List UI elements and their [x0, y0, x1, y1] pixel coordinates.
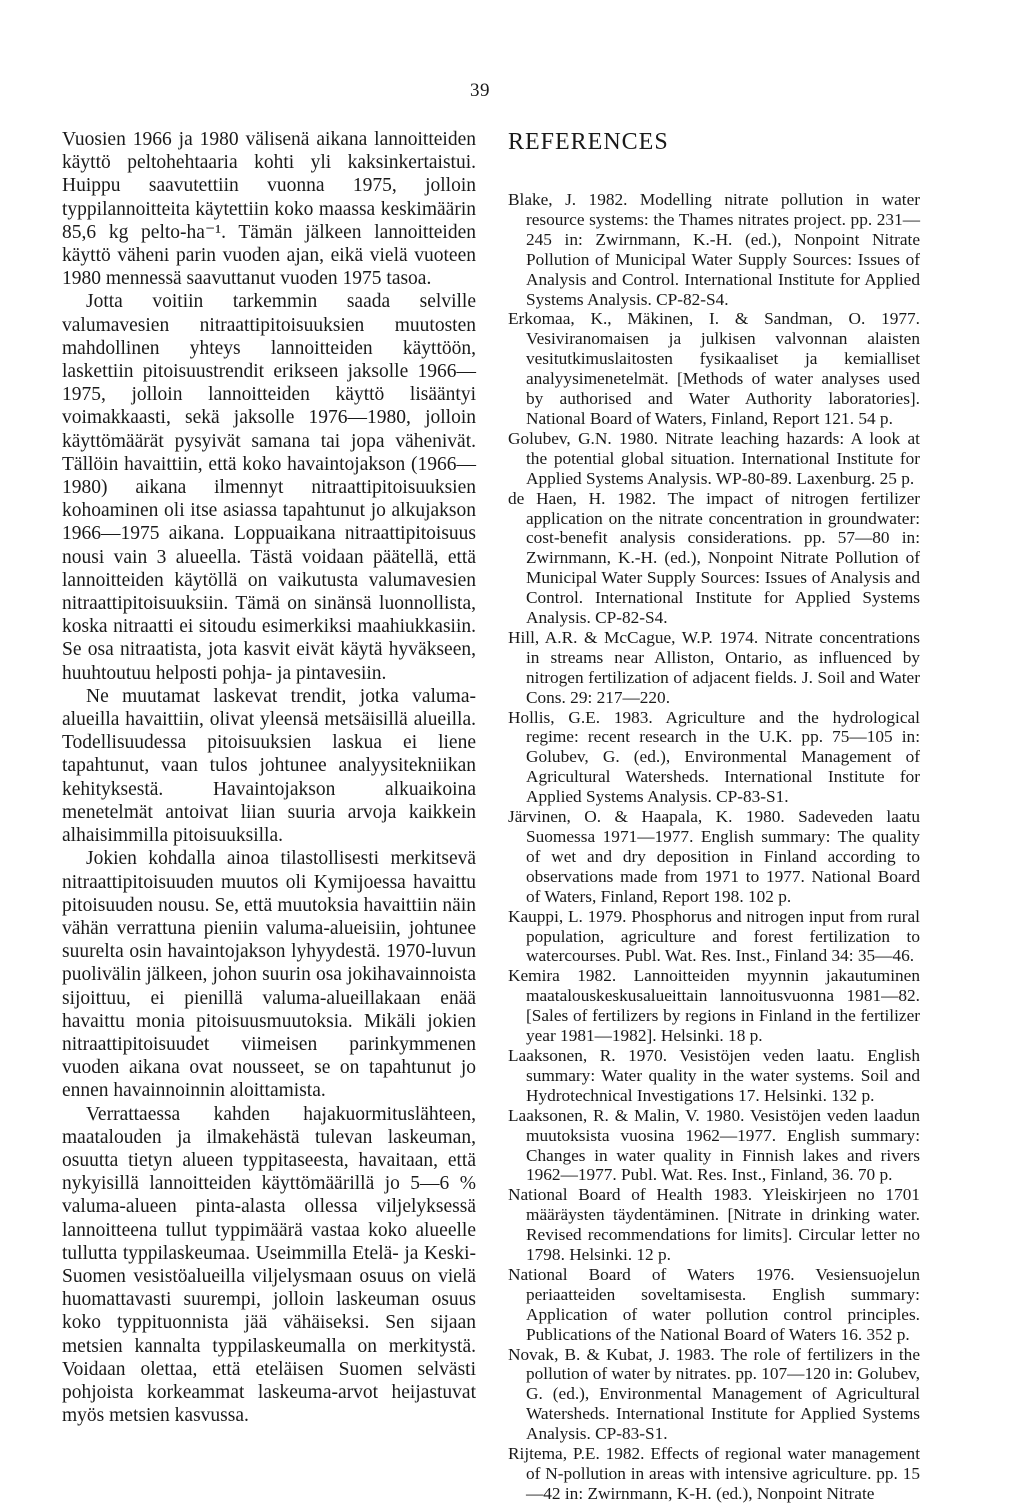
reference-item: Laaksonen, R. & Malin, V. 1980. Vesistöjen veden laadun muutoksista vuosina 1962—1977. English summary: Changes in water quality in Finnish lakes and rivers 1962—1977. Publ. Wat. Res. Inst., Finland, 36. 70 p.: [508, 1105, 920, 1185]
reference-item: Erkomaa, K., Mäkinen, I. & Sandman, O. 1977. Vesiviranomaisen ja julkisen valvonnan alaisten vesitutkimuslaitosten fysikaaliset ja kemialliset analyysimenetelmät. [Methods of water analyses used by authorised and Water Authority laboratories]. National Board of Waters, Finland, Report 121. 54 p.: [508, 309, 920, 428]
body-paragraph: Ne muutamat laskevat trendit, jotka valuma-alueilla havaittiin, olivat yleensä metsäisillä alueilla. Todellisuudessa pitoisuuksien laskua ei liene tapahtunut, vaan tulos johtunee analyysitekniikan kehityksestä. Havaintojakson alkuaikoina menetelmät antoivat liian suuria arvoja kaikkein alhaisimmilla pitoisuuksilla.: [62, 685, 476, 847]
reference-item: Hollis, G.E. 1983. Agriculture and the hydrological regime: recent research in the U.K. pp. 75—105 in: Golubev, G. (ed.), Environmental Management of Agricultural Watersheds. International Institute for Applied Systems Analysis. CP-83-S1.: [508, 707, 920, 807]
references-column: [508, 128, 920, 1504]
body-paragraph: Jokien kohdalla ainoa tilastollisesti merkitsevä nitraattipitoisuuden muutos oli Kymijoessa havaittu pitoisuuden nousu. Se, että muutoksia havaittiin näin vähän verrattuna pieniin valuma-alueisiin, johtunee suurelta osin havaintojakson lyhyydestä. 1970-luvun puolivälin jälkeen, johon suurin osa jokihavainnoista sijoittuu, ei pienillä valuma-alueillakaan enää havaittu monia pitoisuusmuutoksia. Mikäli jokien nitraattipitoisuudet viimeisen parinkymmenen vuoden aikana ovat nousseet, se on tapahtunut jo ennen havainnoinnin aloittamista.: [62, 848, 476, 1102]
body-paragraph: Jotta voitiin tarkemmin saada selville valumavesien nitraattipitoisuuksien muutosten mahdollinen yhteys lannoitteiden käyttöön, laskettiin pitoisuustrendit erikseen jaksolle 1966—1975, jolloin lannoitteiden käyttö lisääntyi voimakkaasti, sekä jaksolle 1976—1980, jolloin käyttömäärät pysyivät samana tai jopa vähenivät. Tällöin havaittiin, että koko havaintojakson (1966—1980) aikana ilmennyt nitraattipitoisuuksien kohoaminen oli itse asiassa tapahtunut jo alkujakson 1966—1975 aikana. Loppuaikana nitraattipitoisuus nousi vain 3 alueella. Tästä voidaan päätellä, että lannoitteiden käytöllä on vaikutusta valumavesien nitraattipitoisuuksiin. Tämä on sinänsä luonnollista, koska nitraatti ei sitoudu esimerkiksi maahiukkasiin. Se osa nitraatista, jota kasvit eivät käytä hyväkseen, huuhtoutuu helposti pohja- ja pintavesiin.: [62, 291, 476, 684]
references-heading: REFERENCES: [508, 129, 669, 155]
body-paragraph: Vuosien 1966 ja 1980 välisenä aikana lannoitteiden käyttö peltohehtaaria kohti yli kaksinkertaistui. Huippu saavutettiin vuonna 1975, jolloin typpilannoitteita käytettiin koko maassa keskimäärin 85,6 kg pelto-ha⁻¹. Tämän jälkeen lannoitteiden käyttö väheni parin vuoden ajan, eikä vielä vuoteen 1980 mennessä saavuttanut vuoden 1975 tasoa.: [62, 129, 476, 290]
reference-item: de Haen, H. 1982. The impact of nitrogen fertilizer application on the nitrate concentration in groundwater: cost-benefit analysis considerations. pp. 57—80 in: Zwirnmann, K.-H. (ed.), Nonpoint Nitrate Pollution of Municipal Water Supply Sources: Issues of Analysis and Control. International Institute for Applied Systems Analysis. CP-82-S4.: [508, 488, 920, 628]
body-paragraph: Verrattaessa kahden hajakuormituslähteen, maatalouden ja ilmakehästä tulevan laskeuman, osuutta tietyn alueen typpitaseesta, havaitaan, että nykyisillä lannoitteiden käyttömäärillä jo 5—6 % valuma-alueen pinta-alasta ollessa viljelyksessä lannoitteena tullut typpimäärä vastaa koko alueelle tullutta typpilaskeumaa. Useimmilla Etelä- ja Keski-Suomen vesistöalueilla viljelysmaan osuus on vielä huomattavasti suurempi, jolloin laskeuman osuus koko typpituonnista jää vähäiseksi. Sen sijaan metsien kannalta typpilaskeumalla on merkitystä. Voidaan olettaa, että eteläisen Suomen selvästi pohjoista korkeammat laskeuma-arvot heijastuvat myös metsien kasvussa.: [62, 1103, 476, 1427]
page-number: 39: [470, 80, 490, 101]
reference-item: Hill, A.R. & McCague, W.P. 1974. Nitrate concentrations in streams near Alliston, Ontario, as influenced by nitrogen fertilization of adjacent fields. J. Soil and Water Cons. 29: 217—220.: [508, 627, 920, 707]
reference-list: [508, 190, 920, 1504]
reference-item: Rijtema, P.E. 1982. Effects of regional water management of N-pollution in areas with intensive agriculture. pp. 15—42 in: Zwirnmann, K-H. (ed.), Nonpoint Nitrate: [508, 1444, 920, 1503]
reference-item: Golubev, G.N. 1980. Nitrate leaching hazards: A look at the potential global situation. International Institute for Applied Systems Analysis. WP-80-89. Laxenburg. 25 p.: [508, 428, 920, 488]
reference-item: Kemira 1982. Lannoitteiden myynnin jakautuminen maatalouskeskusalueittain lannoitusvuonna 1981—82. [Sales of fertilizers by regions in Finland in the fertilizer year 1981—1982]. Helsinki. 18 p.: [508, 966, 920, 1046]
reference-item: National Board of Waters 1976. Vesiensuojelun periaatteiden soveltamisesta. English summary: Application of water pollution control principles. Publications of the National Board of Waters 16. 352 p.: [508, 1264, 920, 1344]
reference-item: National Board of Health 1983. Yleiskirjeen no 1701 määräysten täydentäminen. [Nitrate in drinking water. Revised recommendations for limits]. Circular letter no 1798. Helsinki. 12 p.: [508, 1185, 920, 1265]
body-text-column: [62, 128, 476, 1427]
reference-item: Kauppi, L. 1979. Phosphorus and nitrogen input from rural population, agriculture and forest fertilization to watercourses. Publ. Wat. Res. Inst., Finland 34: 35—46.: [508, 906, 920, 966]
reference-item: Blake, J. 1982. Modelling nitrate pollution in water resource systems: the Thames nitrates project. pp. 231—245 in: Zwirnmann, K.-H. (ed.), Nonpoint Nitrate Pollution of Municipal Water Supply Sources: Issues of Analysis and Control. International Institute for Applied Systems Analysis. CP-82-S4.: [508, 190, 920, 309]
reference-item: Novak, B. & Kubat, J. 1983. The role of fertilizers in the pollution of water by nitrates. pp. 107—120 in: Golubev, G. (ed.), Environmental Management of Agricultural Watersheds. International Institute for Applied Systems Analysis. CP-83-S1.: [508, 1344, 920, 1444]
reference-item: Laaksonen, R. 1970. Vesistöjen veden laatu. English summary: Water quality in the water systems. Soil and Hydrotechnical Investigations 17. Helsinki. 132 p.: [508, 1045, 920, 1105]
reference-item: Järvinen, O. & Haapala, K. 1980. Sadeveden laatu Suomessa 1971—1977. English summary: The quality of wet and dry deposition in Finland according to observations made from 1971 to 1977. National Board of Waters, Finland, Report 198. 102 p.: [508, 807, 920, 906]
